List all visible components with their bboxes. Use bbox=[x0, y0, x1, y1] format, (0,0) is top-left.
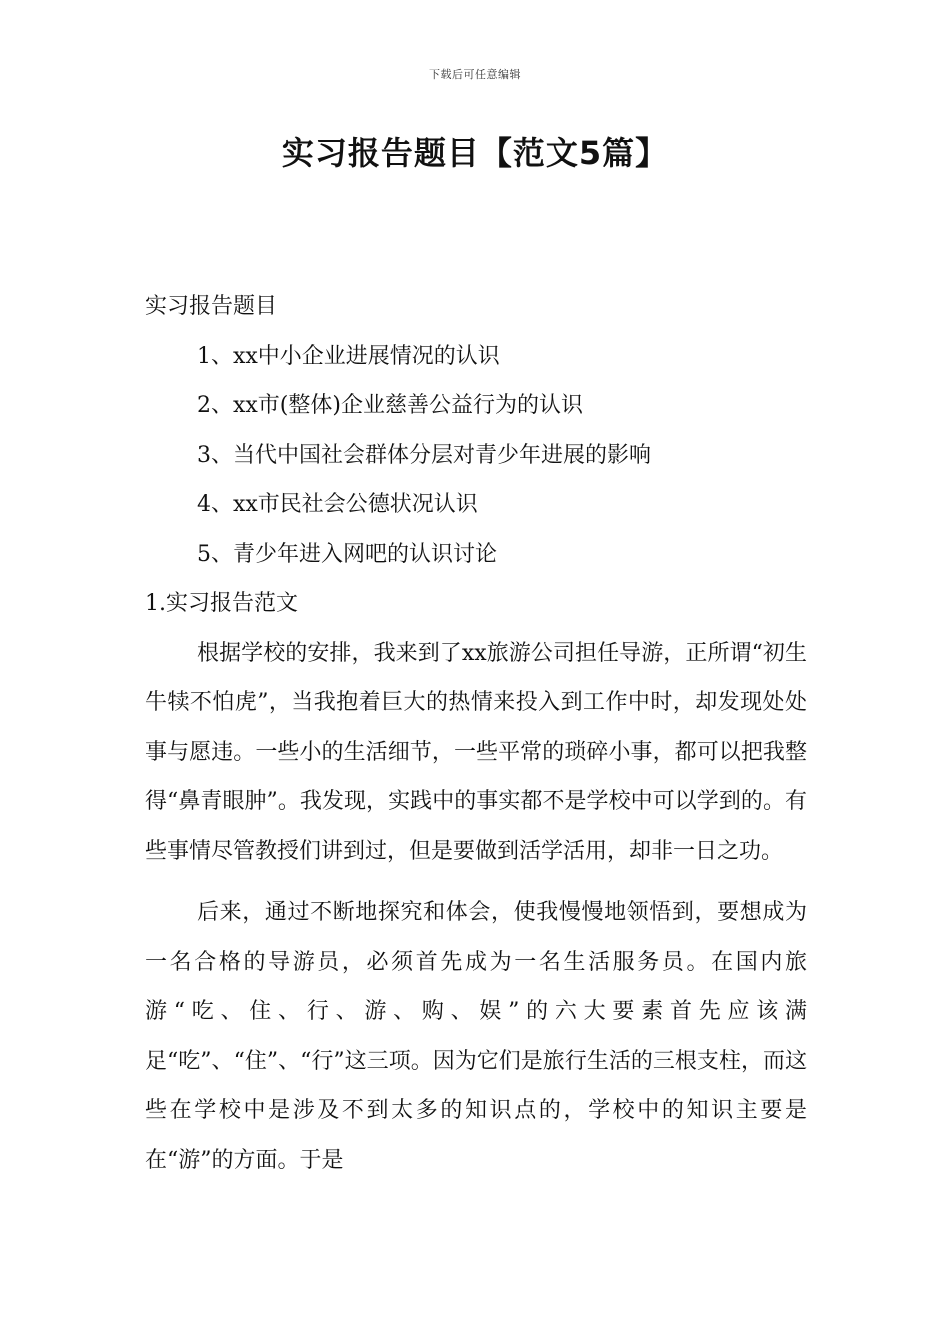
document-body bbox=[145, 282, 807, 1185]
topic-item: 1、xx中小企业进展情况的认识 bbox=[197, 343, 500, 369]
topic-item: 3、当代中国社会群体分层对青少年进展的影响 bbox=[197, 442, 651, 468]
topic-item: 4、xx市民社会公德状况认识 bbox=[197, 492, 478, 517]
header-note: 下载后可任意编辑 bbox=[429, 68, 521, 81]
paragraph-spacer bbox=[145, 876, 807, 888]
sample-heading: 1.实习报告范文 bbox=[145, 591, 298, 616]
body-paragraph: 后来，通过不断地探究和体会，使我慢慢地领悟到，要想成为一名合格的导游员，必须首先成为一名生活服务员。在国内旅游“吃、住、行、游、购、娱”的六大要素首先应该满足“吃”、“住”、“行”这三项。因为它们是旅行生活的三根支柱，而这些在学校中是涉及不到太多的知识点的，学校中的知识主要是在“游”的方面。于是 bbox=[145, 900, 807, 1173]
section-heading: 实习报告题目 bbox=[145, 294, 278, 319]
topic-item: 2、xx市(整体)企业慈善公益行为的认识 bbox=[197, 393, 583, 418]
topic-item: 5、青少年进入网吧的认识讨论 bbox=[197, 541, 497, 567]
body-paragraph: 根据学校的安排，我来到了xx旅游公司担任导游，正所谓“初生牛犊不怕虎”，当我抱着巨大的热情来投入到工作中时，却发现处处事与愿违。一些小的生活细节，一些平常的琐碎小事，都可以把我整得“鼻青眼肿”。我发现，实践中的事实都不是学校中可以学到的。有些事情尽管教授们讲到过，但是要做到活学活用，却非一日之功。 bbox=[145, 640, 807, 864]
document-title: 实习报告题目【范文5篇】 bbox=[281, 134, 669, 172]
